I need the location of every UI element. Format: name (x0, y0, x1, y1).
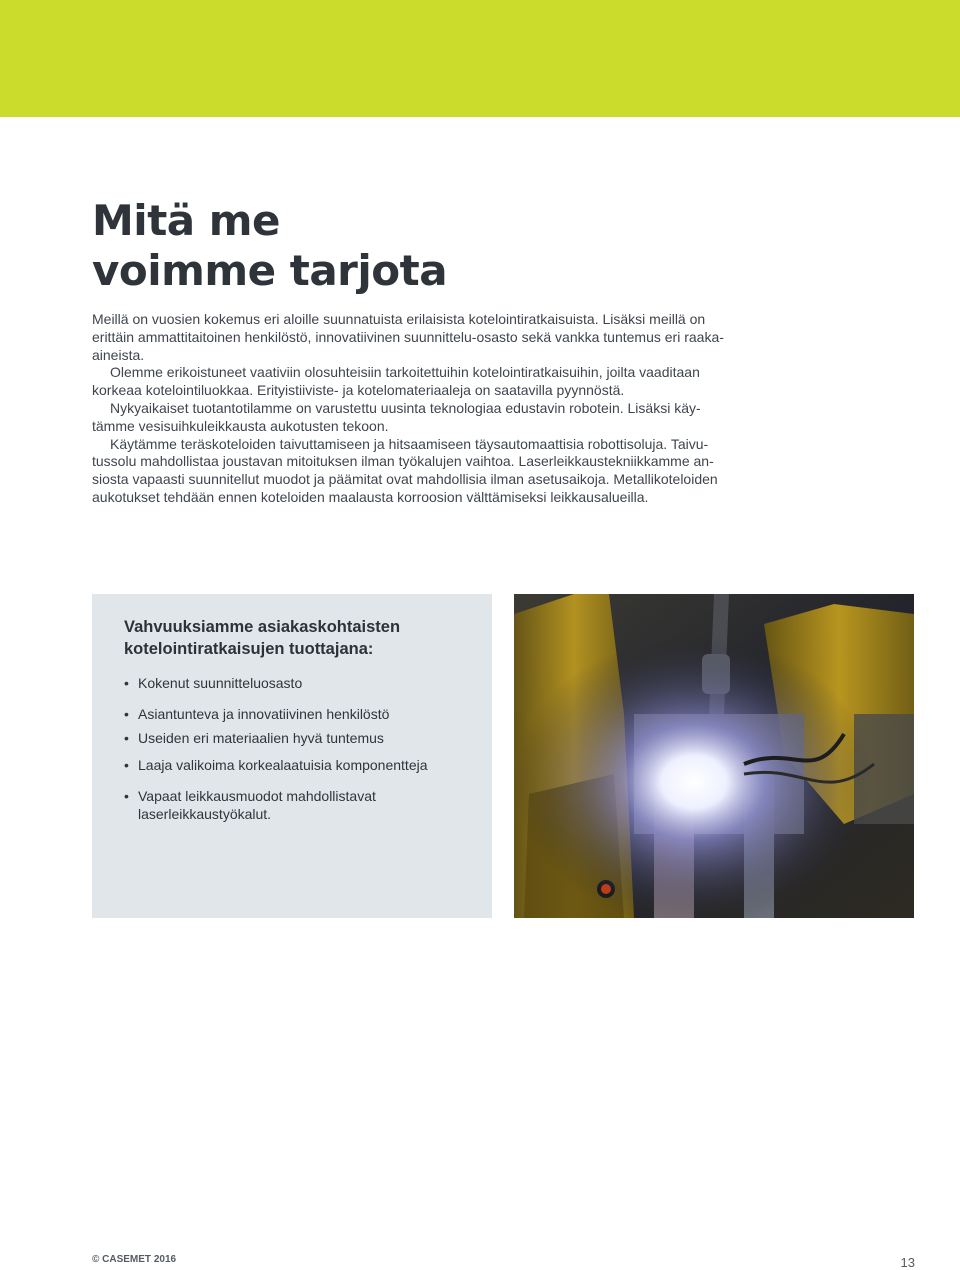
p1-line-2: erittäin ammattitaitoinen henkilöstö, innovatiivinen suunnittelu-osasto sekä vankka tuntemus eri raaka- (92, 328, 724, 345)
p4-line-3: siosta vapaasti suunnitellut muodot ja päämitat ovat mahdollisia ilman asetusaikoja. Metallikoteloiden (92, 471, 718, 488)
list-item: • Kokenut suunnitteluosasto (124, 674, 428, 692)
list-item: • Laaja valikoima korkealaatuisia komponentteja (124, 756, 428, 774)
p2-line-2: korkeaa kotelointiluokkaa. Erityistiiviste- ja kotelomateriaaleja on saatavilla pyynnöstä. (92, 382, 625, 399)
p4-line-4: aukotukset tehdään ennen koteloiden maalausta korroosion välttämiseksi leikkausalueilla. (92, 488, 649, 505)
paragraph-3 (92, 400, 772, 436)
page-title (92, 196, 447, 296)
copyright: © CASEMET 2016 (92, 1254, 177, 1265)
strengths-heading-line-2: kotelointiratkaisujen tuottajana: (124, 640, 374, 658)
intro-text (92, 311, 772, 507)
p4-line-2: tussolu mahdollistaa joustavan mitoituksen ilman työkalujen vaihtoa. Laserleikkaustekniikkamme an- (92, 453, 714, 470)
paragraph-2 (92, 364, 772, 400)
paragraph-4 (92, 436, 772, 507)
p3-line-2: tämme vesisuihkuleikkausta aukotusten tekoon. (92, 417, 389, 434)
title-line-2: voimme tarjota (92, 246, 448, 295)
strengths-panel (92, 594, 492, 918)
title-line-1: Mitä me (92, 196, 280, 245)
welding-robot-photo (514, 594, 914, 918)
p1-line-1: Meillä on vuosien kokemus eri aloille suunnatuista erilaisista kotelointiratkaisuista. Lisäksi meillä on (92, 311, 706, 327)
p2-line-1: Olemme erikoistuneet vaativiin olosuhteisiin tarkoitettuihin kotelointiratkaisuihin, joilta vaaditaan (110, 364, 700, 381)
p4-line-1: Käytämme teräskoteloiden taivuttamiseen ja hitsaamiseen täysautomaattisia robottisoluja. Taivu- (110, 435, 709, 452)
top-accent-band (0, 0, 960, 117)
p3-line-1: Nykyaikaiset tuotantotilamme on varustettu uusinta teknologiaa edustavin robotein. Lisäksi käy- (110, 399, 701, 416)
list-item: • Useiden eri materiaalien hyvä tuntemus (124, 729, 428, 747)
strengths-list (124, 674, 428, 823)
p1-line-3: aineista. (92, 346, 145, 363)
list-item-line-2: laserleikkaustyökalut. (138, 806, 272, 822)
list-item (124, 787, 428, 823)
strengths-heading-line-1: Vahvuuksiamme asiakaskohtaisten (124, 618, 401, 636)
list-item-line-1: • Vapaat leikkausmuodot mahdollistavat (138, 788, 376, 804)
list-item: • Asiantunteva ja innovatiivinen henkilöstö (124, 705, 428, 723)
page-number: 13 (900, 1255, 915, 1270)
strengths-heading (124, 616, 400, 660)
paragraph-1 (92, 311, 772, 364)
